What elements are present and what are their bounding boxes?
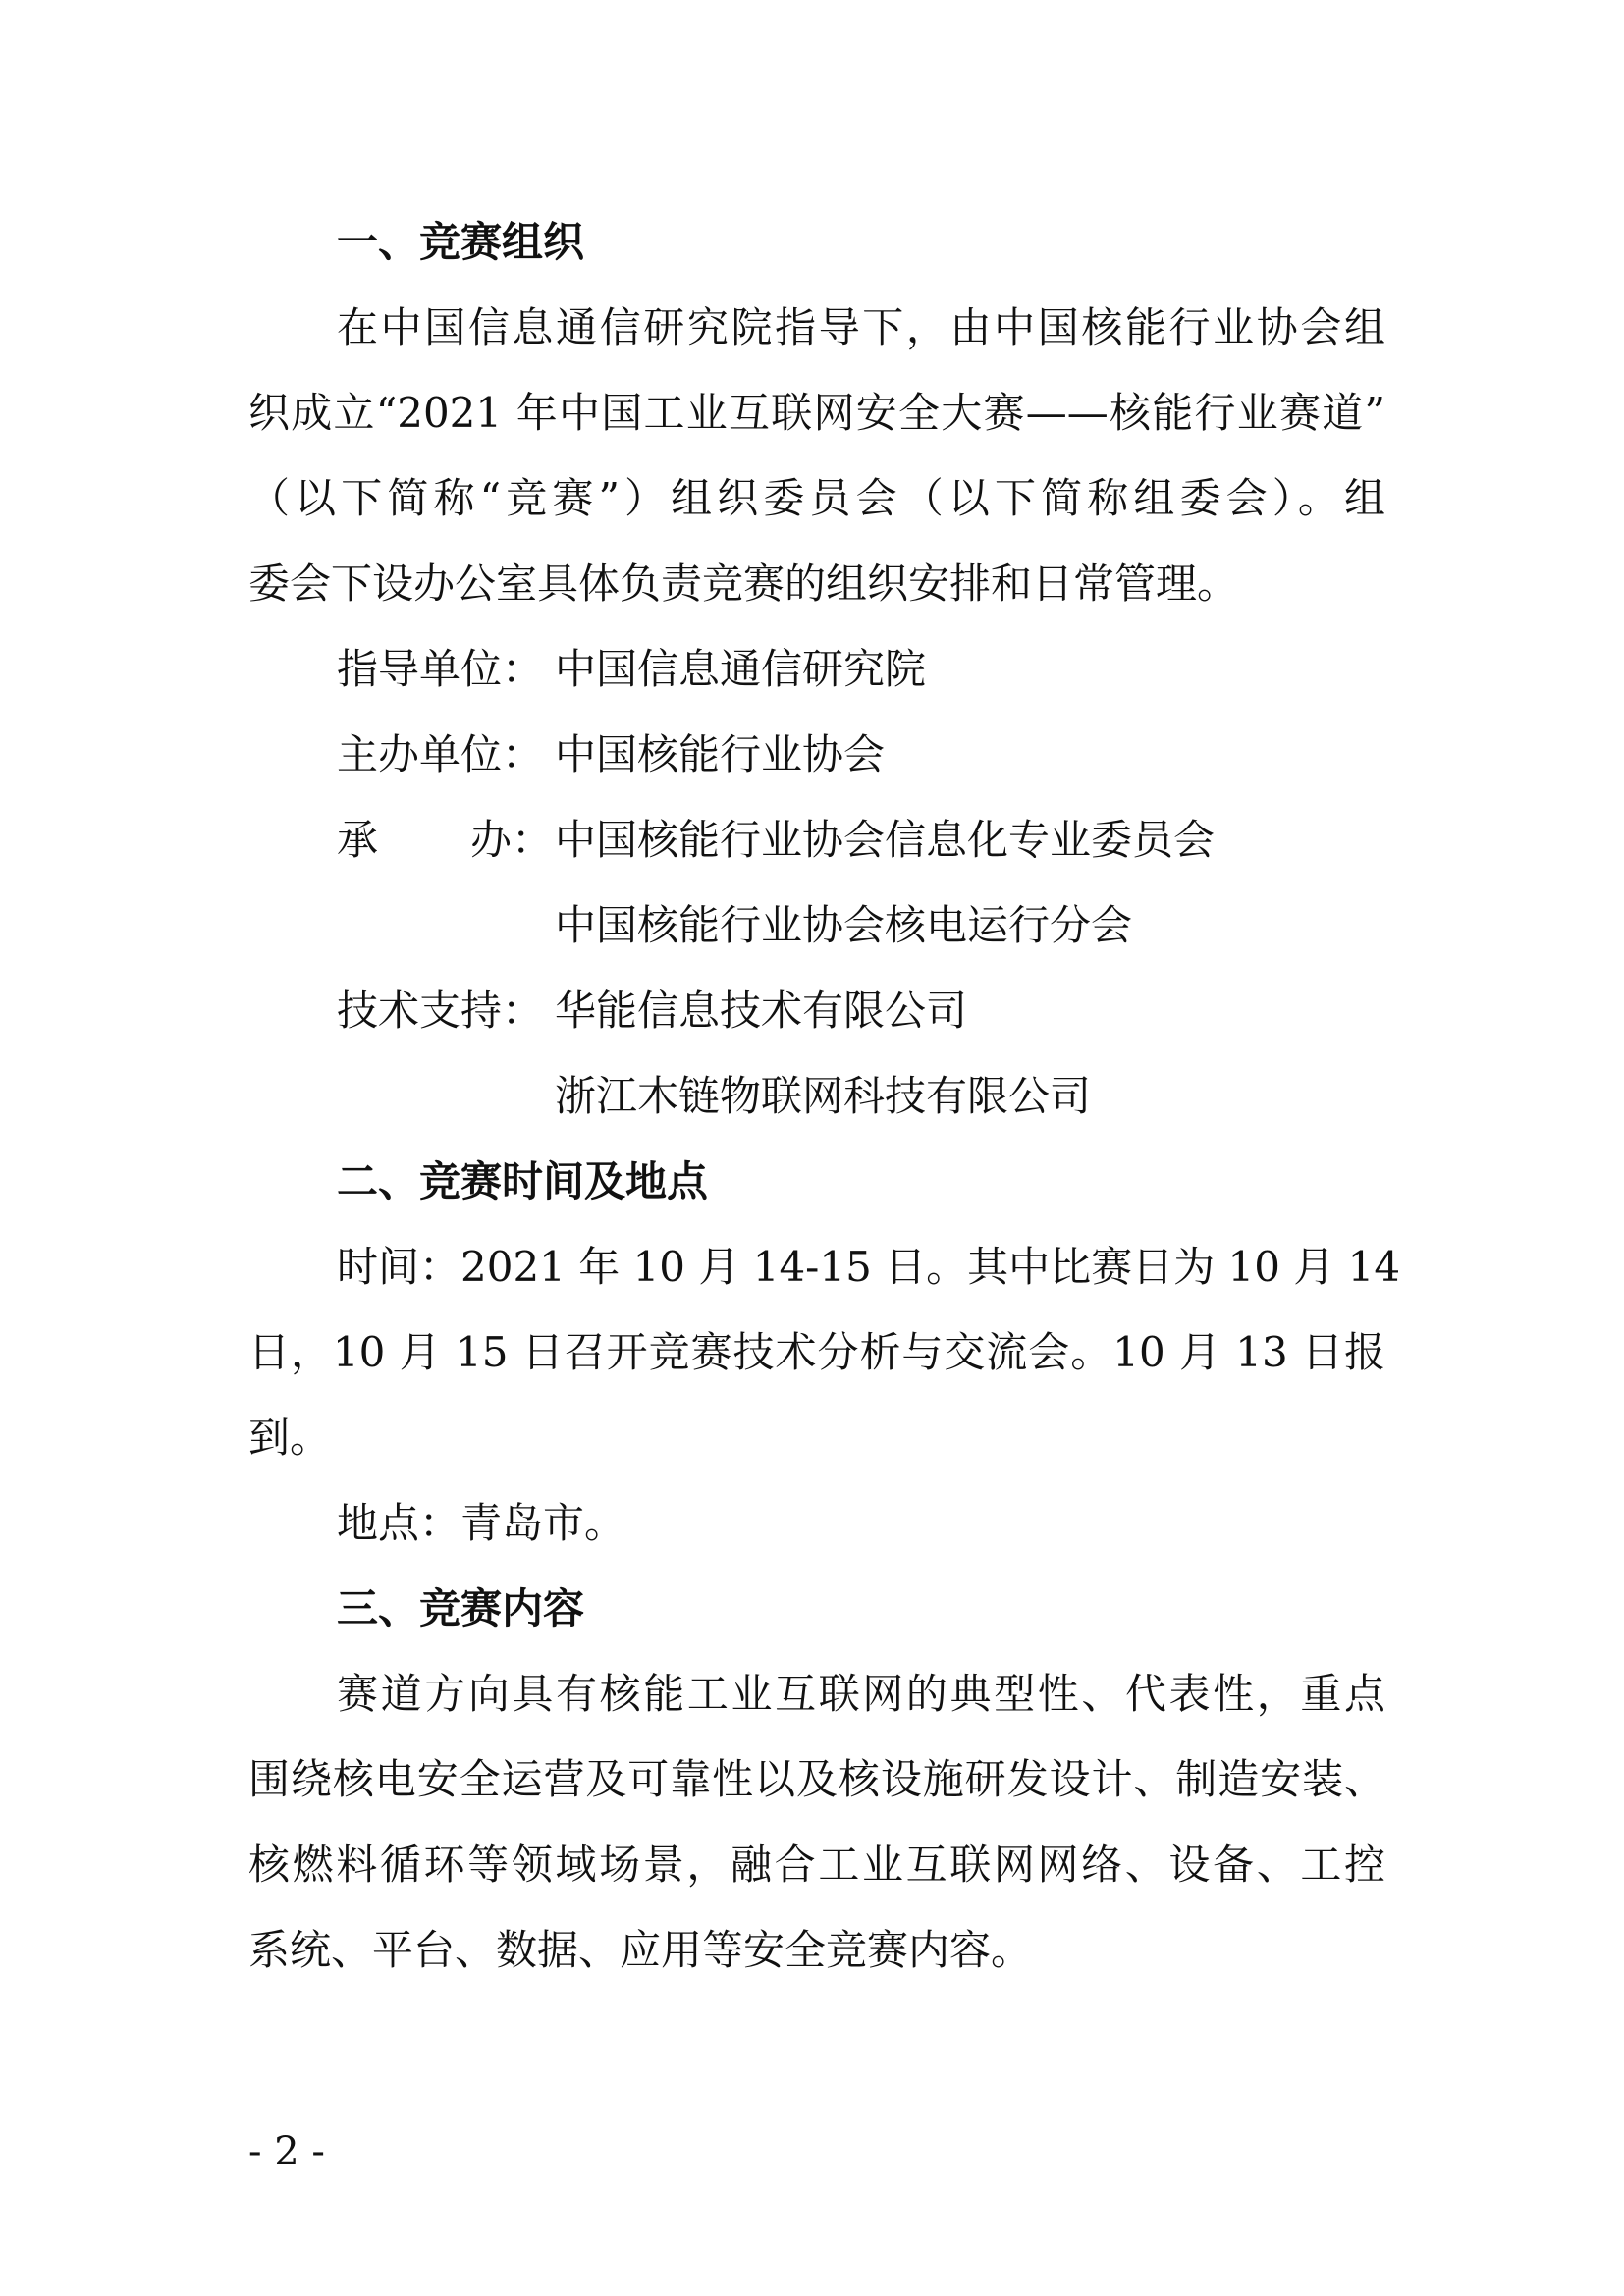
paragraph-line: （以下简称“竞赛”）组织委员会（以下简称组委会）。组 <box>248 474 1385 522</box>
section-heading-time-place: 二、竞赛时间及地点 <box>337 1157 709 1205</box>
time-line: 日，10 月 15 日召开竞赛技术分析与交流会。10 月 13 日报 <box>248 1328 1385 1376</box>
tech-support-row <box>337 984 968 1039</box>
paragraph-line: 核燃料循环等领域场景，融合工业互联网网络、设备、工控 <box>248 1841 1385 1889</box>
page-number: - 2 - <box>248 2129 325 2174</box>
guidance-unit-label: 指导单位： <box>337 645 544 693</box>
paragraph-line: 委会下设办公室具体负责竞赛的组织安排和日常管理。 <box>248 560 1239 608</box>
time-line: 时间：2021 年 10 月 14-15 日。其中比赛日为 10 月 14 <box>337 1243 1401 1291</box>
paragraph-line: 围绕核电安全运营及可靠性以及核设施研发设计、制造安装、 <box>248 1755 1385 1803</box>
place-line: 地点：青岛市。 <box>337 1499 626 1547</box>
organizer-label-end: 办： <box>470 816 554 864</box>
paragraph-line: 赛道方向具有核能工业互联网的典型性、代表性，重点 <box>337 1670 1385 1718</box>
organizer-value-1: 中国核能行业协会信息化专业委员会 <box>555 816 1216 864</box>
organizer-label: 承 <box>337 816 379 864</box>
guidance-unit-row <box>337 642 927 697</box>
host-unit-value: 中国核能行业协会 <box>555 730 886 778</box>
section-heading-organization: 一、竞赛组织 <box>337 218 585 266</box>
section-heading-content: 三、竞赛内容 <box>337 1584 585 1632</box>
host-unit-label: 主办单位： <box>337 730 544 778</box>
paragraph-line: 在中国信息通信研究院指导下，由中国核能行业协会组 <box>337 303 1385 351</box>
organizer-value-2: 中国核能行业协会核电运行分会 <box>555 901 1133 949</box>
paragraph-line: 织成立“2021 年中国工业互联网安全大赛——核能行业赛道” <box>248 389 1385 437</box>
time-line: 到。 <box>248 1414 332 1462</box>
paragraph-line: 系统、平台、数据、应用等安全竞赛内容。 <box>248 1926 1033 1974</box>
tech-support-label: 技术支持： <box>337 987 544 1035</box>
guidance-unit-value: 中国信息通信研究院 <box>555 645 927 693</box>
tech-support-value-2: 浙江木链物联网科技有限公司 <box>555 1072 1092 1120</box>
host-unit-row <box>337 727 886 782</box>
tech-support-value-1: 华能信息技术有限公司 <box>555 987 968 1035</box>
